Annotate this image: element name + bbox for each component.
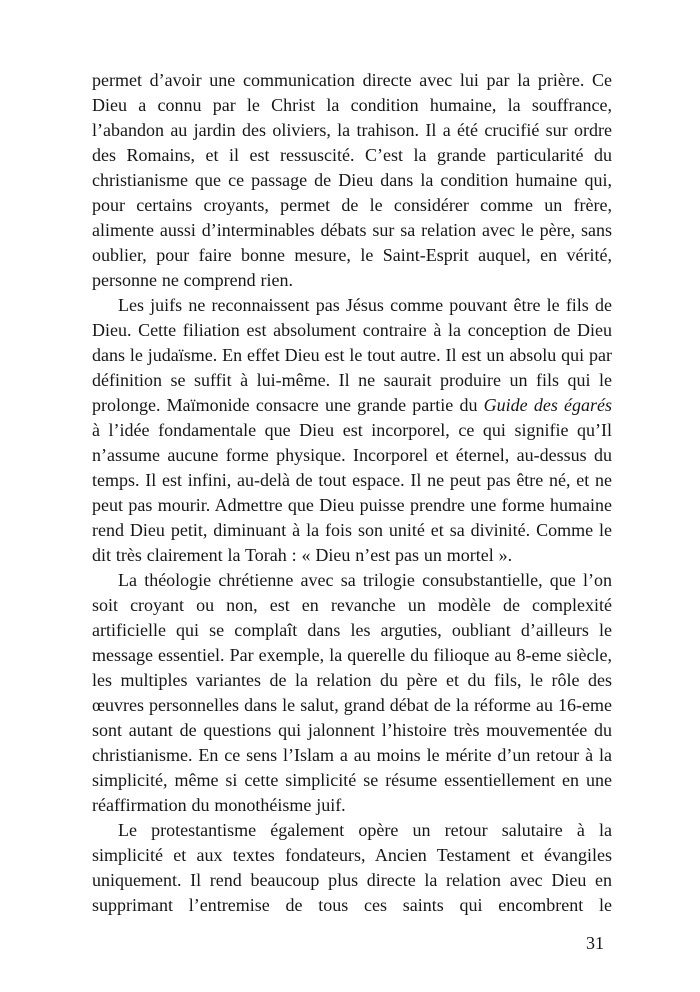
text-block: [92, 68, 612, 918]
body-paragraph: [92, 818, 612, 918]
paragraph-text: permet d’avoir une communication directe avec lui par la prière. Ce Dieu a connu par le Christ la condition humaine, la souffrance, l’abandon au jardin des oliviers, la trahison. Il a été crucifié sur ordre des Romains, et il est ressuscité. C’est la grande particularité du christianisme que ce passage de Dieu dans la condition humaine qui, pour certains croyants, permet de le considérer comme un frère, alimente aussi d’interminables débats sur sa relation avec le père, sans oublier, pour faire bonne mesure, le Saint-Esprit auquel, en vérité, personne ne comprend rien.: [92, 70, 612, 290]
body-paragraph: [92, 568, 612, 818]
book-title-italic: Guide des égarés: [483, 395, 612, 415]
body-paragraph: [92, 68, 612, 293]
paragraph-text: Les juifs ne reconnaissent pas Jésus comme pouvant être le fils de Dieu. Cette filiation est absolument contraire à la conception de Dieu dans le judaïsme. En effet Dieu est le tout autre. Il est un absolu qui par définition se suffit à lui-même. Il ne saurait produire un fils qui le prolonge. Maïmonide consacre une grande partie du: [92, 295, 612, 415]
paragraph-text: à l’idée fondamentale que Dieu est incorporel, ce qui signifie qu’Il n’assume aucune forme physique. Incorporel et éternel, au-dessus du temps. Il est infini, au-delà de tout espace. Il ne peut pas être né, et ne peut pas mourir. Admettre que Dieu puisse prendre une forme humaine rend Dieu petit, diminuant à la fois son unité et sa divinité. Comme le dit très clairement la Torah : « Dieu n’est pas un mortel ».: [92, 420, 612, 565]
paragraph-text: Le protestantisme également opère un retour salutaire à la simplicité et aux textes fondateurs, Ancien Testament et évangiles uniquement. Il rend beaucoup plus directe la relation avec Dieu en supprimant l’entremise de tous ces saints qui encombrent le: [92, 820, 612, 915]
paragraph-text: La théologie chrétienne avec sa trilogie consubstantielle, que l’on soit croyant ou non, est en revanche un modèle de complexité artificielle qui se complaît dans les arguties, oubliant d’ailleurs le message essentiel. Par exemple, la querelle du filioque au 8-eme siècle, les multiples variantes de la relation du père et du fils, le rôle des œuvres personnelles dans le salut, grand débat de la réforme au 16-eme sont autant de questions qui jalonnent l’histoire très mouvementée du christianisme. En ce sens l’Islam a au moins le mérite d’un retour à la simplicité, même si cette simplicité se résume essentiellement en une réaffirmation du monothéisme juif.: [92, 570, 612, 815]
body-paragraph: [92, 293, 612, 568]
page-number: 31: [586, 933, 604, 953]
